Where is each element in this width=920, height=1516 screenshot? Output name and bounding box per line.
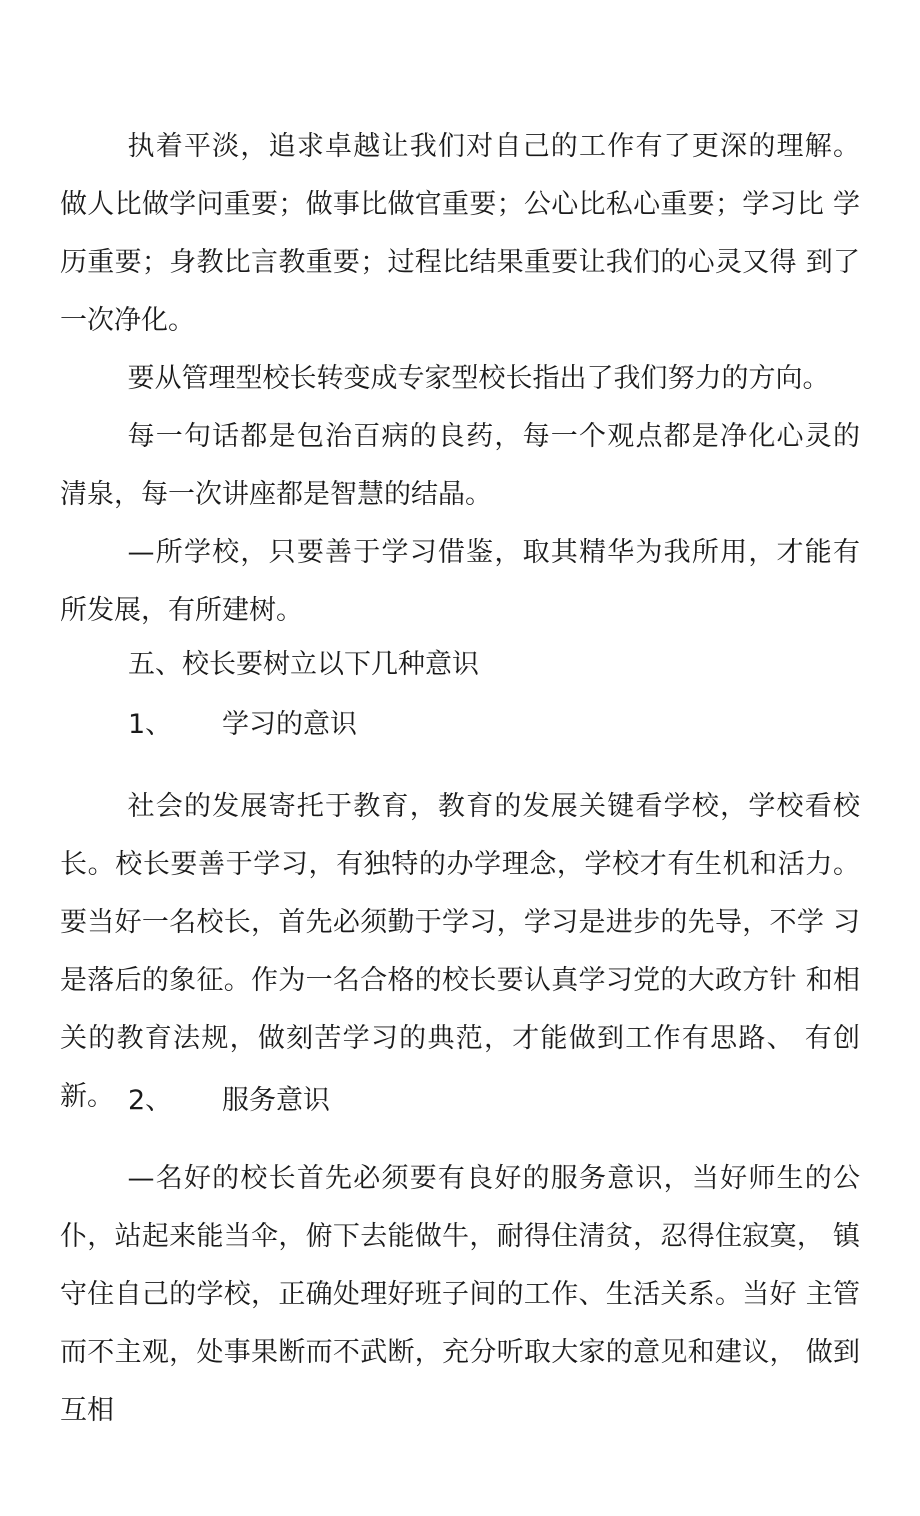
- item-heading-learning: [128, 696, 357, 754]
- item-title: 学习的意识: [222, 709, 357, 740]
- paragraph-lecture-praise: 每一句话都是包治百病的良药，每一个观点都是净化心灵的 清泉，每一次讲座都是智慧的结晶。: [60, 421, 860, 510]
- paragraph-service-awareness: —名好的校长首先必须要有良好的服务意识，当好师生的公 仆，站起来能当伞，俯下去能做牛，耐得住清贫，忍得住寂寞， 镇守住自己的学校，正确处理好班子间的工作、生活关系。当好 主管而不主观，处事果断而不武断，充分听取大家的意见和建议， 做到互相: [60, 1163, 860, 1426]
- paragraph-expert-principal: 要从管理型校长转变成专家型校长指出了我们努力的方向。: [127, 363, 830, 394]
- item-number: 1、: [128, 709, 173, 740]
- paragraph-school-learning: —所学校，只要善于学习借鉴，取其精华为我所用，才能有 所发展，有所建树。: [60, 537, 860, 626]
- paragraph-work-understanding: 执着平淡，追求卓越让我们对自己的工作有了更深的理解。 做人比做学问重要；做事比做官重要；公心比私心重要；学习比 学历重要；身教比言教重要；过程比结果重要让我们的心灵又得 到了一次净化。: [60, 131, 860, 336]
- item-heading-service: [128, 1072, 330, 1130]
- section-heading: 五、校长要树立以下几种意识: [128, 649, 479, 680]
- paragraph-learning-awareness: 社会的发展寄托于教育，教育的发展关键看学校，学校看校 长。校长要善于学习，有独特的办学理念，学校才有生机和活力。 要当好一名校长，首先必须勤于学习，学习是进步的先导，不学 习是落后的象征。作为一名合格的校长要认真学习党的大政方针 和相关的教育法规，做刻苦学习的典范，才能做到工作有思路、 有创新。: [60, 791, 860, 1112]
- item-title: 服务意识: [222, 1085, 330, 1116]
- item-number: 2、: [128, 1085, 173, 1116]
